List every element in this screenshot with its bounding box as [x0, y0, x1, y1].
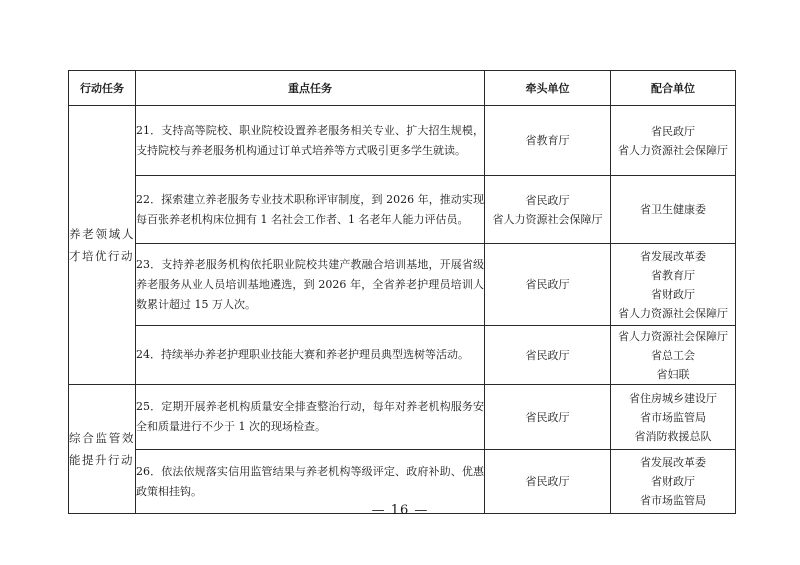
cooperate-cell [611, 326, 736, 385]
table-row [69, 176, 736, 244]
cooperate-unit: 省人力资源社会保障厅 [618, 306, 728, 320]
cooperate-unit: 省消防救援总队 [634, 429, 712, 443]
category-label: 综合监管效能提升行动 [69, 431, 135, 467]
task-cell: 26．依法依规落实信用监管结果与养老机构等级评定、政府补助、优惠政策相挂钩。 [136, 450, 485, 514]
lead-unit: 省民政厅 [525, 348, 570, 362]
cooperate-unit: 省人力资源社会保障厅 [618, 329, 728, 343]
cooperate-unit: 省妇联 [656, 367, 690, 381]
lead-cell [485, 106, 611, 176]
lead-cell [485, 244, 611, 326]
category-label: 养老领域人才培优行动 [69, 227, 135, 263]
lead-unit: 省民政厅 [525, 410, 570, 424]
cooperate-unit: 省住房城乡建设厅 [629, 391, 717, 405]
cooperate-cell [611, 106, 736, 176]
cooperate-cell [611, 244, 736, 326]
task-cell: 25．定期开展养老机构质量安全排查整治行动，每年对养老机构服务安全和质量进行不少于 1 次的现场检查。 [136, 385, 485, 450]
cooperate-unit: 省财政厅 [651, 287, 695, 301]
cooperate-unit: 省总工会 [651, 348, 695, 362]
table-header-row [69, 71, 736, 106]
header-task: 重点任务 [136, 71, 485, 106]
cooperate-unit: 省市场监管局 [640, 410, 706, 424]
table-row [69, 385, 736, 450]
lead-cell [485, 176, 611, 244]
lead-unit: 省民政厅 [525, 193, 570, 207]
category-cell [69, 385, 136, 514]
table-row [69, 326, 736, 385]
table-row [69, 244, 736, 326]
cooperate-unit: 省发展改革委 [640, 456, 706, 469]
category-cell [69, 106, 136, 385]
cooperate-unit: 省教育厅 [651, 268, 695, 282]
cooperate-unit: 省卫生健康委 [640, 203, 706, 216]
table-row [69, 106, 736, 176]
task-table [68, 70, 736, 514]
task-cell: 22．探索建立养老服务专业技术职称评审制度，到 2026 年，推动实现每百张养老机构床位拥有 1 名社会工作者、1 名老年人能力评估员。 [136, 176, 485, 244]
header-lead: 牵头单位 [485, 71, 611, 106]
cooperate-cell [611, 385, 736, 450]
header-category: 行动任务 [69, 71, 136, 106]
cooperate-unit: 省财政厅 [651, 475, 695, 488]
lead-unit: 省民政厅 [525, 278, 570, 291]
lead-cell [485, 326, 611, 385]
cooperate-cell [611, 176, 736, 244]
task-cell: 23．支持养老服务机构依托职业院校共建产教融合培训基地，开展省级养老服务从业人员培训基地遴选，到 2026 年，全省养老护理员培训人数累计超过 15 万人次。 [136, 244, 485, 326]
cooperate-unit: 省发展改革委 [640, 249, 706, 263]
page-number: — 16 — [371, 503, 429, 518]
lead-unit: 省人力资源社会保障厅 [492, 212, 603, 226]
cooperate-unit: 省市场监管局 [640, 494, 706, 507]
lead-unit: 省民政厅 [525, 475, 570, 488]
cooperate-unit: 省人力资源社会保障厅 [618, 143, 728, 157]
task-cell: 21．支持高等院校、职业院校设置养老服务相关专业、扩大招生规模，支持院校与养老服务机构通过订单式培养等方式吸引更多学生就读。 [136, 106, 485, 176]
lead-cell [485, 385, 611, 450]
cooperate-unit: 省民政厅 [651, 124, 695, 138]
task-cell: 24．持续举办养老护理职业技能大赛和养老护理员典型选树等活动。 [136, 326, 485, 385]
lead-unit: 省教育厅 [525, 134, 570, 147]
header-cooperate: 配合单位 [611, 71, 736, 106]
